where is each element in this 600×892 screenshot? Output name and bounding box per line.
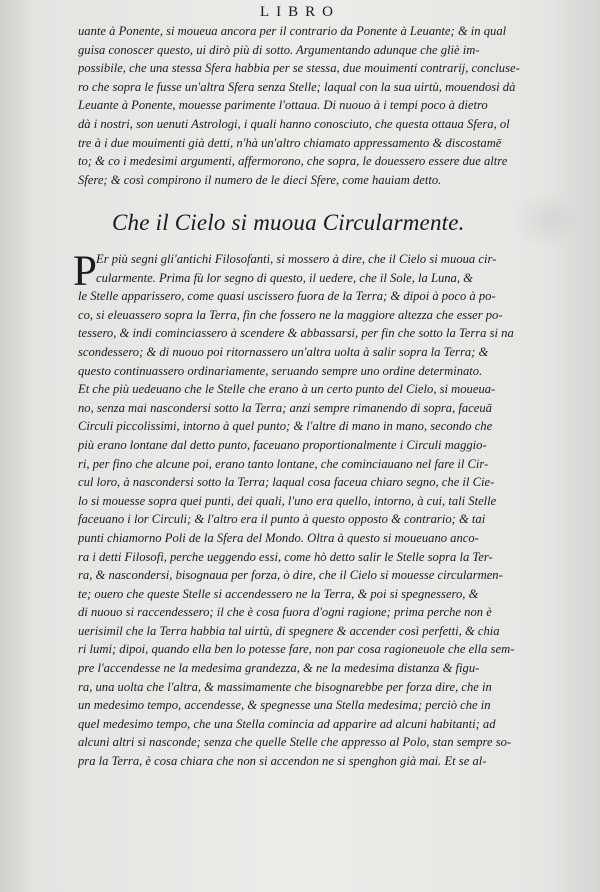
text-line: cularmente. Prima fù lor segno di questo, il uedere, che il Sole, la Luna, & (96, 270, 473, 285)
text-line: ri lumi; dipoi, quando ella ben lo potesse fare, non par cosa ragioneuole che ella sem- (78, 642, 515, 657)
text-line: alcuni altri si nasconde; senza che quelle Stelle che appresso al Polo, stan sempre so- (78, 735, 512, 750)
text-line: Circuli piccolissimi, intorno à quel punto; & l'altre di mano in mano, secondo che (78, 419, 493, 434)
text-line: ra i detti Filosofi, perche ueggendo essi, come hò detto salir le Stelle sopra la Ter- (78, 549, 493, 564)
chapter-body (78, 250, 550, 771)
text-line: questo continuassero ordinariamente, seruando sempre uno ordine determinato. (78, 363, 483, 378)
text-line: uante à Ponente, si moueua ancora per il contrario da Ponente à Leuante; & in qual (78, 24, 507, 38)
chapter-heading: Che il Cielo si muoua Circularmente. (112, 210, 465, 235)
text-line: Er più segni gli'antichi Filosofanti, si mossero à dire, che il Cielo si muoua cir- (96, 252, 497, 266)
text-line: to; & co i medesimi argumenti, affermorono, che sopra, le douessero essere due altre (78, 154, 508, 169)
text-line: dà i nostri, son uenuti Astrologi, i quali hanno conosciuto, che questa ottaua Sfera, ol (78, 116, 510, 131)
text-line: possibile, che una stessa Sfera habbia per se stessa, due mouimenti contrarij, concluse- (78, 61, 520, 76)
text-line: più erano lontane dal detto punto, faceuano proportionalmente i Circuli maggio- (78, 437, 487, 452)
drop-cap: P (73, 248, 97, 295)
text-line: uerisimil che la Terra habbia tal uirtù, di spegnere & accender così perfetti, & chia (78, 623, 500, 638)
text-line: ri, per fino che alcune poi, erano tanto lontane, che cominciauano nel fare il Cir- (78, 456, 489, 471)
running-head: LIBRO (260, 4, 340, 20)
intro-paragraph (78, 22, 550, 189)
text-line: punti chiamorno Poli de la Sfera del Mondo. Oltra à questo si moueuano anco- (78, 530, 479, 545)
text-line: quel medesimo tempo, che una Stella comincia ad apparire ad alcuni habitanti; ad (78, 716, 496, 731)
text-line: no, senza mai nascondersi sotto la Terra; anzi sempre rimanendo di sopra, faceuā (78, 400, 492, 415)
ink-bleed (512, 190, 582, 250)
text-line: ra, una uolta che l'altra, & massimamente che bisognarebbe per forza dire, che in (78, 679, 492, 694)
text-line: te; ouero che queste Stelle si accendessero ne la Terra, & poi si spegnessero, & (78, 586, 479, 601)
text-line: tessero, & indi cominciassero à scendere & abbassarsi, per fin che sotto la Terra si na (78, 326, 514, 341)
text-line: lo si mouesse sopra quei punti, dei quali, l'uno era quello, intorno, à cui, tali Stelle (78, 493, 497, 508)
text-line: co, si eleuassero sopra la Terra, fin che fossero ne la maggiore altezza che esser po- (78, 307, 503, 322)
text-line: ra, & nascondersi, bisognaua per forza, ò dire, che il Cielo si mouesse circularmen- (78, 568, 503, 583)
text-line: scondessero; & di nuouo poi ritornassero un'altra uolta à salir sopra la Terra; & (78, 344, 489, 359)
text-line: di nuouo si raccendessero; il che è cosa fuora d'ogni ragione; prima perche non è (78, 605, 492, 620)
text-line: le Stelle apparissero, come quasi uscissero fuora de la Terra; & dipoi à poco à po- (78, 289, 496, 304)
text-line: tre à i due mouimenti già detti, n'hà un'altro chiamato appressamento & discostamē (78, 135, 502, 150)
text-line: un medesimo tempo, accendesse, & spegnesse una Stella medesima; perciò che in (78, 698, 491, 713)
text-line: pre l'accendesse ne la medesima grandezza, & ne la medesima distanza & figu- (78, 661, 480, 676)
text-line: Leuante à Ponente, mouesse parimente l'ottaua. Di nuouo à i tempi poco à dietro (78, 98, 488, 113)
text-line: ro che sopra le fusse un'altra Sfera senza Stelle; laqual con la sua uirtù, mouendosi dà (78, 79, 516, 94)
text-line: faceuano i lor Circuli; & l'altro era il punto à questo opposto & contrario; & tai (78, 512, 486, 527)
text-line: guisa conoscer questo, ui dirò più di sotto. Argumentando adunque che gliè im- (78, 42, 480, 57)
text-line: pra la Terra, è cosa chiara che non si accendon ne si spenghon già mai. Et se al- (78, 754, 487, 769)
text-line: Sfere; & così compirono il numero de le dieci Sfere, come hauiam detto. (78, 172, 442, 187)
text-line: cul loro, à nascondersi sotto la Terra; laqual cosa faceua chiaro segno, che il Cie- (78, 475, 495, 490)
text-line: Et che più uedeuano che le Stelle che erano à un certo punto del Cielo, si moueua- (78, 382, 496, 397)
